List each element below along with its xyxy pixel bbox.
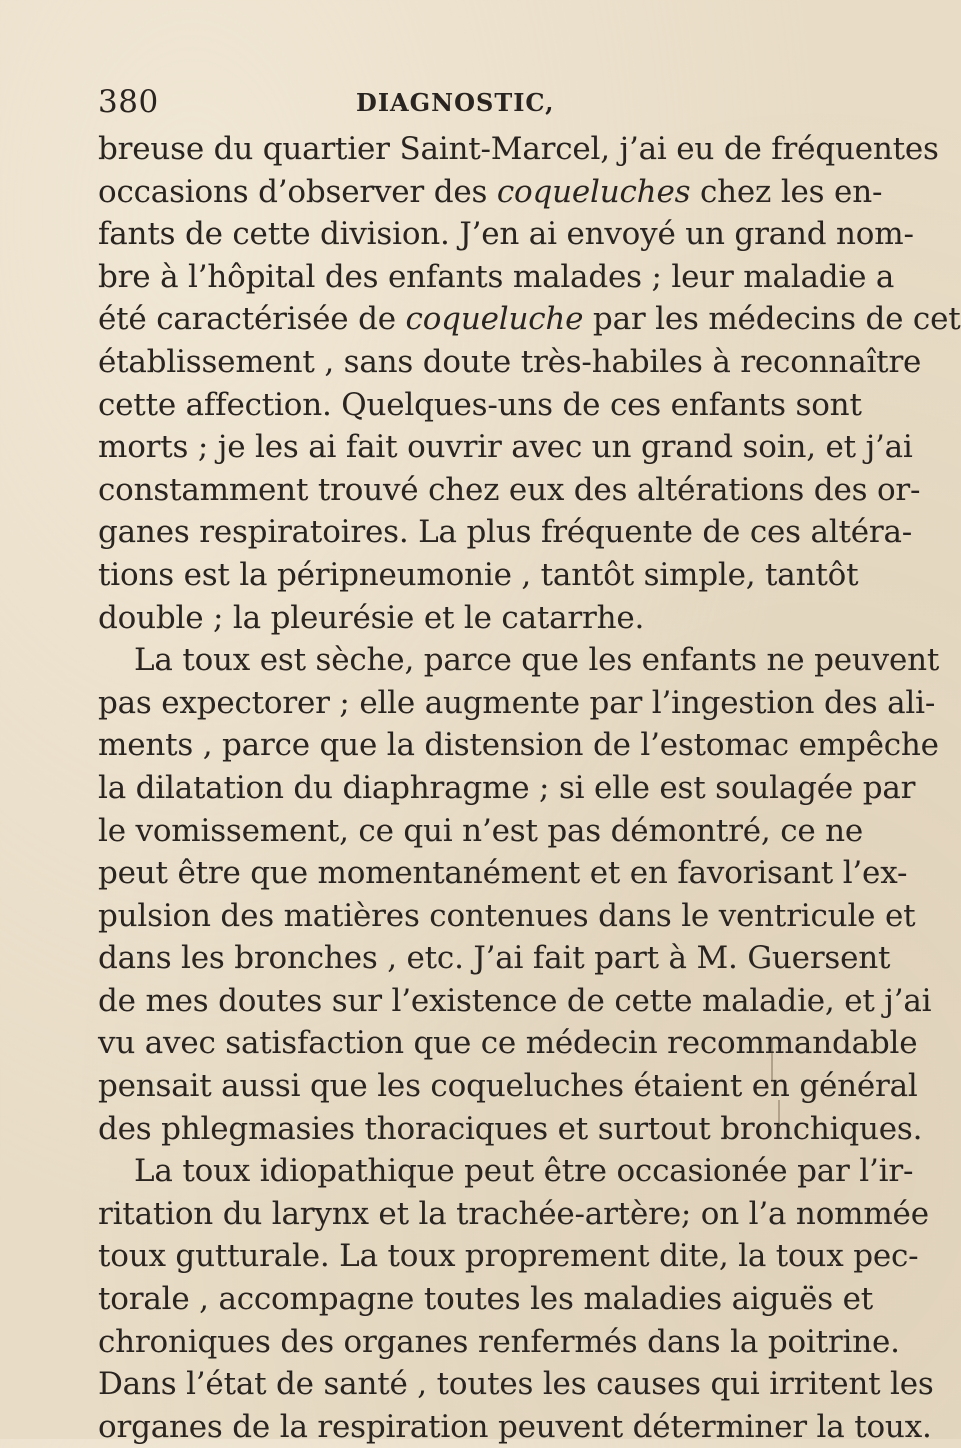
text-line: [98, 980, 932, 1023]
line-text: pas expectorer ; elle augmente par l’ingestion des ali-: [98, 684, 936, 721]
line-text: été caractérisée de: [98, 301, 406, 338]
page-number: 380: [98, 84, 159, 120]
page-edge-mark: [771, 1040, 773, 1080]
line-text: Dans l’état de santé , toutes les causes qui irritent les: [98, 1366, 934, 1403]
text-line: [98, 682, 936, 725]
text-line: [98, 511, 913, 554]
text-line: [98, 1193, 929, 1236]
line-text: pensait aussi que les coqueluches étaient en général: [98, 1068, 918, 1105]
text-line: [98, 1108, 923, 1151]
line-text: occasions d’observer des: [98, 173, 497, 210]
line-text: fants de cette division. J’en ai envoyé un grand nom-: [98, 216, 914, 253]
italic-term: coqueluches: [496, 173, 691, 210]
text-line: [98, 341, 922, 384]
line-text: ritation du larynx et la trachée-artère; on l’a nommée: [98, 1195, 929, 1232]
text-line: [98, 1065, 918, 1108]
text-line: [98, 298, 961, 341]
line-text: dans les bronches , etc. J’ai fait part à M. Guersent: [98, 940, 891, 977]
line-text: bre à l’hôpital des enfants malades ; leur maladie a: [98, 258, 895, 295]
text-line: [98, 1406, 932, 1448]
line-text: constamment trouvé chez eux des altérations des or-: [98, 471, 921, 508]
body-text: [98, 128, 961, 1448]
text-line: [98, 810, 864, 853]
text-line: [98, 724, 939, 767]
line-text: tions est la péripneumonie , tantôt simple, tantôt: [98, 556, 859, 593]
text-line: [98, 469, 921, 512]
line-text: breuse du quartier Saint-Marcel, j’ai eu de fréquentes: [98, 131, 939, 167]
line-text: peut être que momentanément et en favorisant l’ex-: [98, 855, 908, 892]
line-text: toux gutturale. La toux proprement dite, la toux pec-: [98, 1238, 919, 1275]
line-text: par les médecins de cet: [583, 301, 961, 338]
text-line: [98, 852, 908, 895]
text-line: [98, 1022, 918, 1065]
text-line: [98, 256, 895, 299]
line-text: chroniques des organes renfermés dans la poitrine.: [98, 1323, 900, 1360]
line-text: torale , accompagne toutes les maladies aiguës et: [98, 1281, 873, 1318]
text-line: [98, 426, 913, 469]
line-text: morts ; je les ai fait ouvrir avec un grand soin, et j’ai: [98, 429, 913, 466]
line-text: établissement , sans doute très-habiles à reconnaître: [98, 343, 922, 380]
text-line: [98, 937, 891, 980]
text-line: [98, 767, 916, 810]
text-line: [98, 639, 940, 682]
text-line: [98, 1278, 873, 1321]
line-text: La toux est sèche, parce que les enfants ne peuvent: [134, 642, 940, 679]
line-text: cette affection. Quelques-uns de ces enfants sont: [98, 386, 862, 423]
text-line: [98, 554, 859, 597]
text-line: [98, 384, 862, 427]
text-line: [98, 895, 916, 938]
line-text: le vomissement, ce qui n’est pas démontré, ce ne: [98, 812, 864, 849]
italic-term: coqueluche: [405, 301, 584, 338]
line-text: ganes respiratoires. La plus fréquente de ces altéra-: [98, 514, 913, 551]
line-text: double ; la pleurésie et le catarrhe.: [98, 599, 645, 636]
page-edge-mark: [778, 1100, 780, 1128]
line-text: des phlegmasies thoraciques et surtout bronchiques.: [98, 1110, 923, 1147]
text-line: [98, 1150, 914, 1193]
text-line: [98, 1321, 900, 1364]
text-line: [98, 597, 770, 640]
line-text: La toux idiopathique peut être occasionée par l’ir-: [134, 1153, 914, 1190]
line-text: organes de la respiration peuvent déterminer la toux.: [98, 1408, 932, 1445]
running-title: DIAGNOSTIC,: [356, 88, 555, 117]
line-text: vu avec satisfaction que ce médecin recommandable: [98, 1025, 918, 1062]
text-line: [98, 1235, 919, 1278]
text-line: [98, 171, 883, 214]
line-text: ments , parce que la distension de l’estomac empêche: [98, 727, 939, 764]
line-text: chez les en-: [690, 173, 883, 210]
text-line: [98, 213, 914, 256]
running-head: [98, 82, 698, 122]
text-line: [98, 1363, 934, 1406]
line-text: la dilatation du diaphragme ; si elle est soulagée par: [98, 769, 916, 806]
line-text: de mes doutes sur l’existence de cette maladie, et j’ai: [98, 982, 932, 1019]
line-text: pulsion des matières contenues dans le ventricule et: [98, 897, 916, 934]
text-line: [98, 128, 939, 171]
